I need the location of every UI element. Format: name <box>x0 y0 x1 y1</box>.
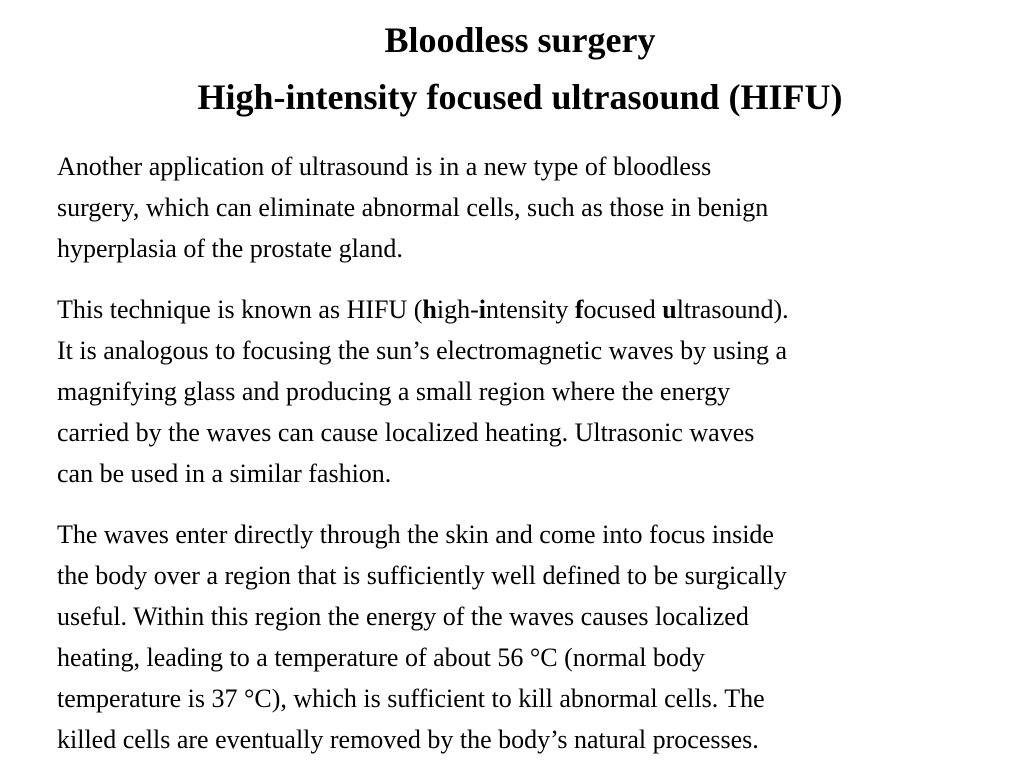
text-line: can be used in a similar fashion. <box>57 459 392 488</box>
text-fragment: ocused <box>583 295 663 324</box>
acronym-letter-f: f <box>574 295 584 324</box>
text-line: killed cells are eventually removed by the body’s natural processes. <box>57 725 759 754</box>
slide-subtitle: High-intensity focused ultrasound (HIFU) <box>197 77 843 117</box>
text-line: surgery, which can eliminate abnormal cells, such as those in benign <box>57 193 769 222</box>
acronym-letter-u: u <box>662 295 677 324</box>
acronym-letter-h: h <box>422 295 437 324</box>
text-fragment: ltrasound). <box>676 295 789 324</box>
paragraph-application <box>57 146 1022 269</box>
text-line-hifu-acronym <box>57 289 1022 330</box>
slide-title: Bloodless surgery <box>384 20 656 60</box>
text-line: hyperplasia of the prostate gland. <box>57 234 403 263</box>
text-line: temperature is 37 °C), which is sufficient to kill abnormal cells. The <box>57 684 765 713</box>
text-fragment: igh- <box>436 295 479 324</box>
text-line: The waves enter directly through the skin and come into focus inside <box>57 520 774 549</box>
text-line: It is analogous to focusing the sun’s electromagnetic waves by using a <box>57 336 788 365</box>
paragraph-waves <box>57 514 1022 760</box>
text-line: heating, leading to a temperature of about 56 °C (normal body <box>57 643 705 672</box>
text-fragment: This technique is known as HIFU ( <box>57 295 423 324</box>
paragraph-technique <box>57 289 1022 494</box>
text-line: the body over a region that is sufficiently well defined to be surgically <box>57 561 787 590</box>
text-line: Another application of ultrasound is in a new type of bloodless <box>57 152 712 181</box>
text-fragment: ntensity <box>486 295 575 324</box>
text-line: useful. Within this region the energy of the waves causes localized <box>57 602 749 631</box>
text-line: carried by the waves can cause localized heating. Ultrasonic waves <box>57 418 755 447</box>
text-line: magnifying glass and producing a small region where the energy <box>57 377 731 406</box>
acronym-letter-i: i <box>478 295 486 324</box>
